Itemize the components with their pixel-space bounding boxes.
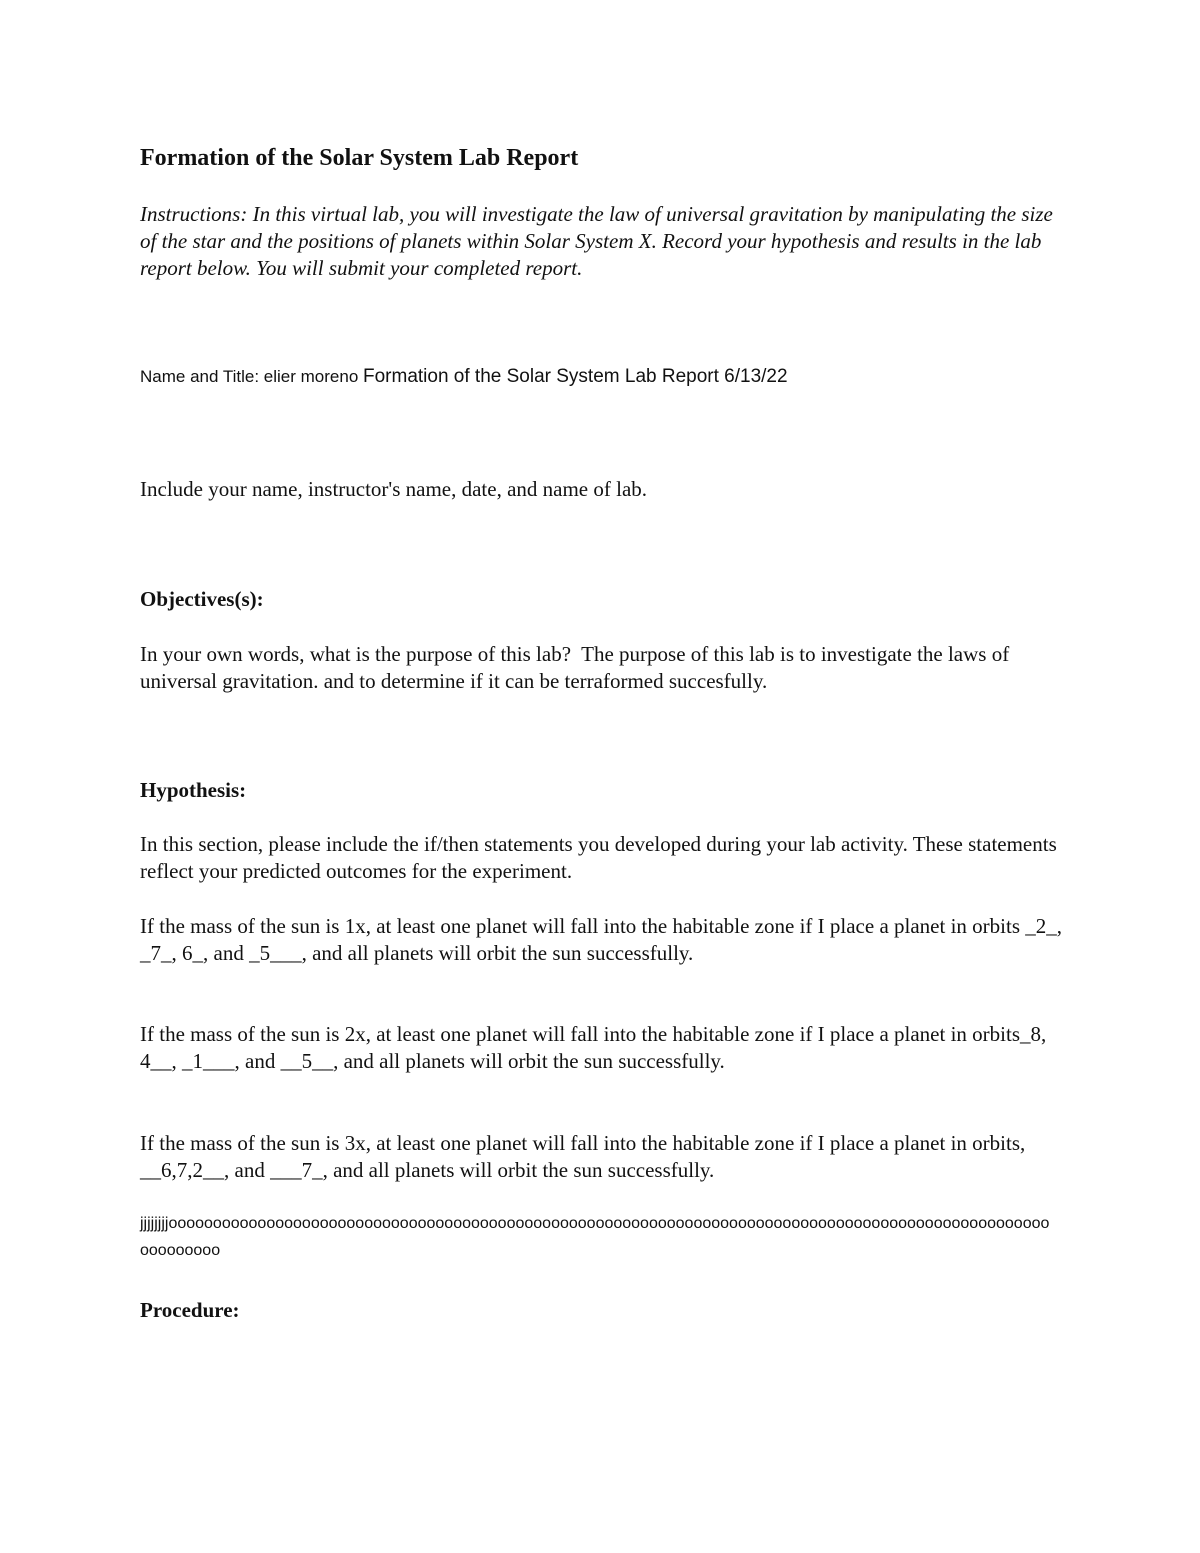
objectives-text: In your own words, what is the purpose of this lab? The purpose of this lab is to investigate the laws of universal gravitation. and to determine if it can be terraformed succesfully.: [140, 642, 1015, 693]
hypothesis-intro: In this section, please include the if/then statements you developed during your lab activity. These statements reflect your predicted outcomes for the experiment.: [140, 832, 1063, 883]
name-and-title-value: Formation of the Solar System Lab Report 6/13/22: [363, 366, 788, 387]
name-and-title-label: Name and Title: elier moreno: [140, 367, 363, 386]
hypothesis-statement-3: If the mass of the sun is 3x, at least one planet will fall into the habitable zone if I place a planet in orbits, __6,7,2__, and ___7_, and all planets will orbit the sun successfully.: [140, 1131, 1031, 1182]
document-title: Formation of the Solar System Lab Report: [140, 145, 579, 171]
hypothesis-statement-2: If the mass of the sun is 2x, at least one planet will fall into the habitable zone if I place a planet in orbits_8, 4__, _1___, and __5__, and all planets will orbit the sun successfully.: [140, 1022, 1052, 1073]
instructions-paragraph: Instructions: In this virtual lab, you will investigate the law of universal gravitation by manipulating the size of the star and the positions of planets within Solar System X. Record your hypothesis and results in the lab report below. You will submit your completed report.: [140, 202, 1059, 280]
objectives-heading: Objectives(s):: [140, 587, 264, 611]
name-and-title-line: [140, 366, 1070, 388]
procedure-heading: Procedure:: [140, 1298, 240, 1322]
hypothesis-statement-1: If the mass of the sun is 1x, at least one planet will fall into the habitable zone if I place a planet in orbits _2_, _7_, 6_, and _5___, and all planets will orbit the sun successfully.: [140, 914, 1068, 965]
include-note: Include your name, instructor's name, date, and name of lab.: [140, 477, 648, 501]
hypothesis-heading: Hypothesis:: [140, 778, 247, 802]
scribble-text: jjjjjjjjoooooooooooooooooooooooooooooooooooooooooooooooooooooooooooooooooooooooooooooooooooooooooooooooooooooooooooo: [140, 1215, 1050, 1259]
